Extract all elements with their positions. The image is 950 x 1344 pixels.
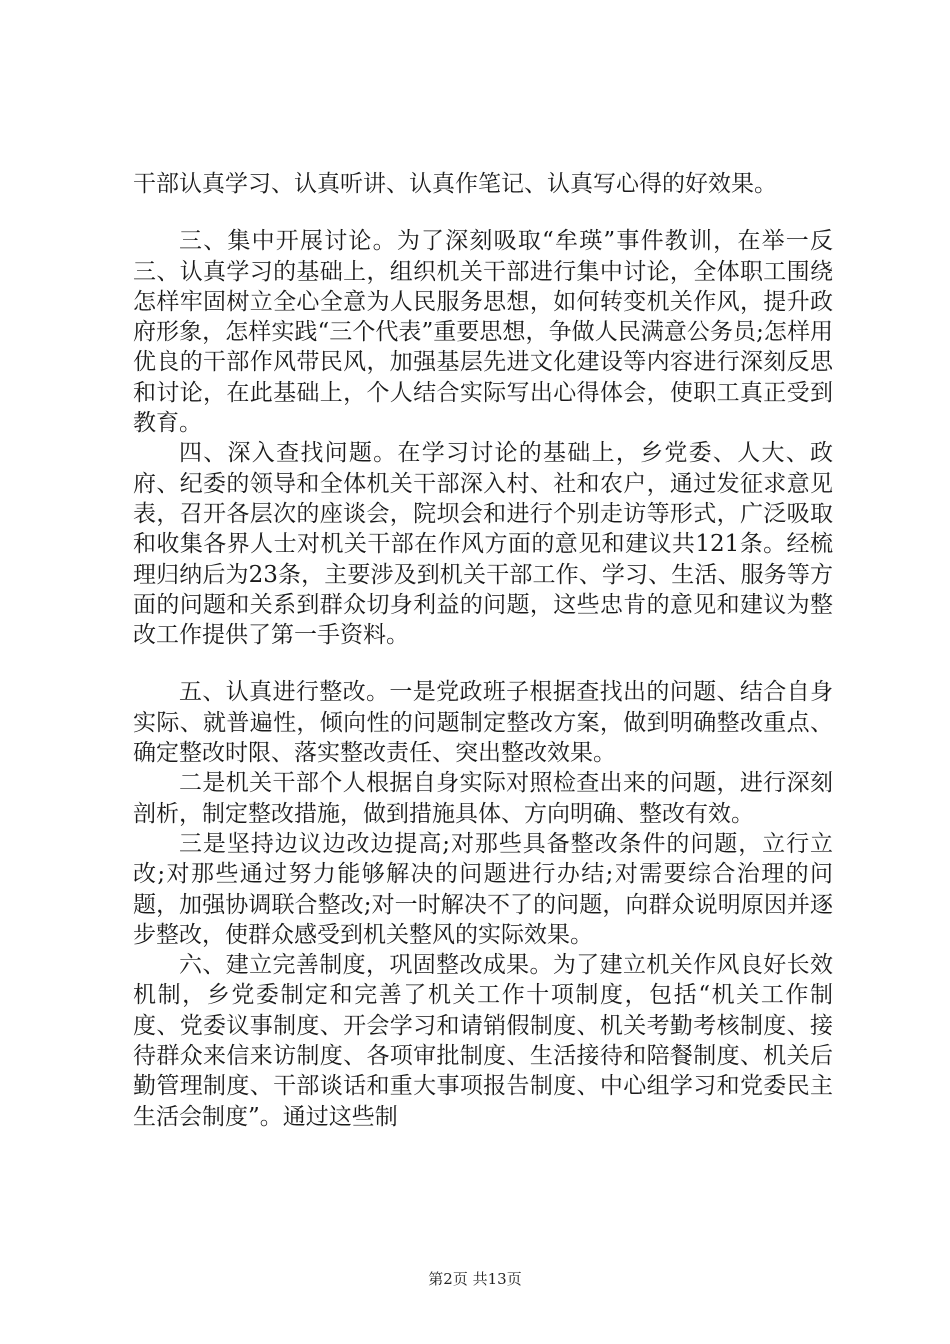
paragraph-establish-systems: 六、建立完善制度，巩固整改成果。为了建立机关作风良好长效机制，乡党委制定和完善了机关工作十项制度，包括“机关工作制度、党委议事制度、开会学习和请销假制度、机关考勤考核制度、接待群众来信来访制度、各项审批制度、生活接待和陪餐制度、机关后勤管理制度、干部谈话和重大事项报告制度、中心组学习和党委民主生活会制度”。通过这些制 <box>133 952 833 1130</box>
paragraph-continuous-improvement: 三是坚持边议边改边提高;对那些具备整改条件的问题，立行立改;对那些通过努力能够解决的问题进行办结;对需要综合治理的问题，加强协调联合整改;对一时解决不了的问题，向群众说明原因并逐步整改，使群众感受到机关整风的实际效果。 <box>133 830 833 948</box>
paragraph-rectification: 五、认真进行整改。一是党政班子根据查找出的问题、结合自身实际、就普遍性，倾向性的问题制定整改方案，做到明确整改重点、确定整改时限、落实整改责任、突出整改效果。 <box>133 679 833 767</box>
paragraph-gap <box>133 650 833 677</box>
paragraph-individual-rectification: 二是机关干部个人根据自身实际对照检查出来的问题，进行深刻剖析，制定整改措施，做到措施具体、方向明确、整改有效。 <box>133 770 833 827</box>
paragraph-gap <box>133 199 833 226</box>
document-body <box>133 169 833 1132</box>
paragraph-discussion: 三、集中开展讨论。为了深刻吸取“牟瑛”事件教训，在举一反三、认真学习的基础上，组织机关干部进行集中讨论，全体职工围绕怎样牢固树立全心全意为人民服务思想，如何转变机关作风，提升政府形象，怎样实践“三个代表”重要思想，争做人民满意公务员;怎样用优良的干部作风带民风，加强基层先进文化建设等内容进行深刻反思和讨论，在此基础上，个人结合实际写出心得体会，使职工真正受到教育。 <box>133 228 833 437</box>
paragraph-continuation: 干部认真学习、认真听讲、认真作笔记、认真写心得的好效果。 <box>133 171 777 197</box>
paragraph-find-problems: 四、深入查找问题。在学习讨论的基础上，乡党委、人大、政府、纪委的领导和全体机关干部深入村、社和农户，通过发征求意见表，召开各层次的座谈会，院坝会和进行个别走访等形式，广泛吸取和收集各界人士对机关干部在作风方面的意见和建议共121条。经梳理归纳后为23条，主要涉及到机关干部工作、学习、生活、服务等方面的问题和关系到群众切身利益的问题，这些忠肯的意见和建议为整改工作提供了第一手资料。 <box>133 440 833 649</box>
page-number-footer: 第2页 共13页 <box>428 1270 522 1288</box>
